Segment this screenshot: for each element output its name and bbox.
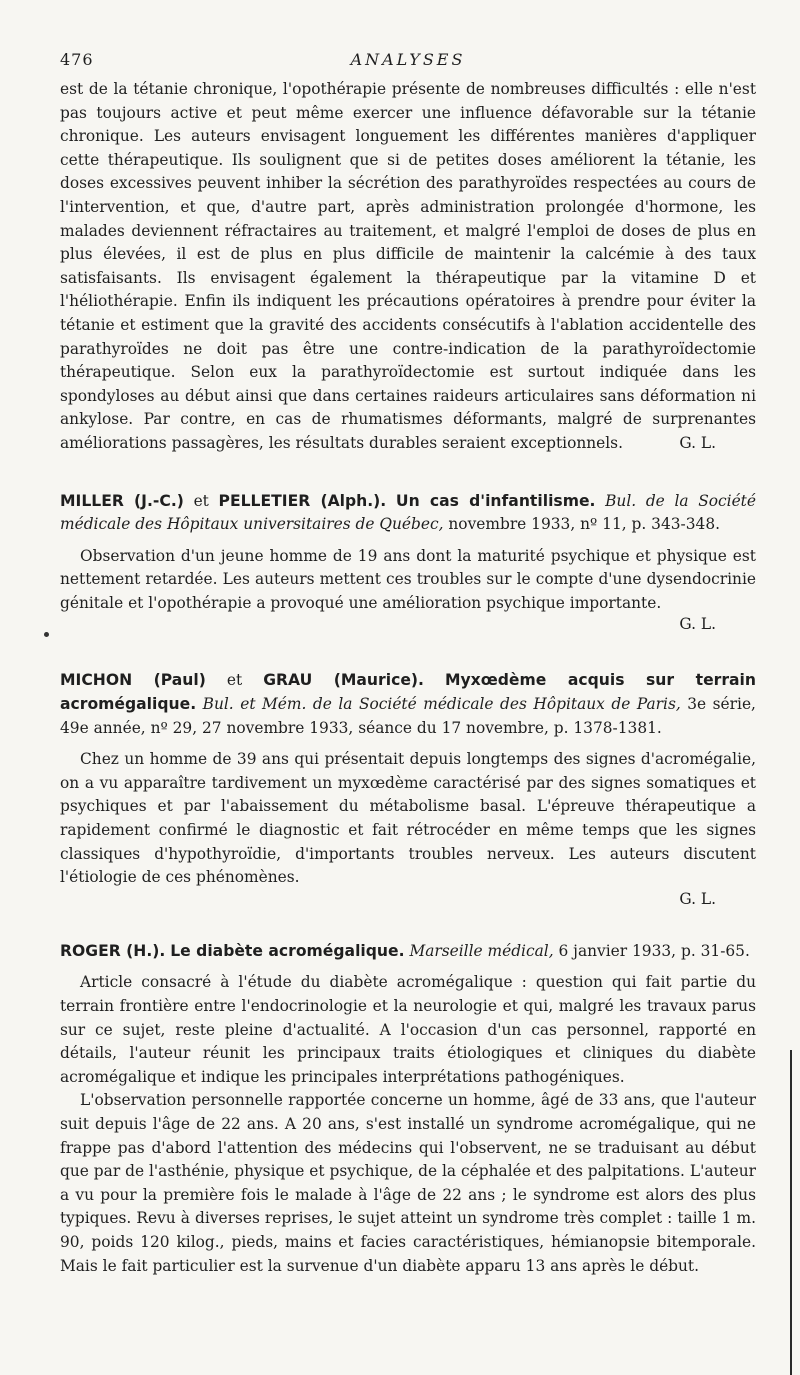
abstract-entry — [60, 490, 756, 634]
entry-title: Un cas d'infantilisme. — [395, 491, 596, 510]
section-title: ANALYSES — [350, 50, 466, 69]
entry-paragraph: L'observation personnelle rapportée concerne un homme, âgé de 33 ans, que l'auteur suit depuis l'âge de 22 ans. A 20 ans, s'est installé un syndrome acromégalique, qui ne frappe pas d'abord l'attention des médecins qui l'observent, ne se traduisant au début que par de l'asthénie, physique et psychique, de la céphalée et des palpitations. L'auteur a vu pour la première fois le malade à l'âge de 22 ans ; le syndrome est alors des plus typiques. Revu à diverses reprises, le sujet atteint un syndrome très complet : taille 1 m. 90, poids 120 kilog., pieds, mains et facies caractéristiques, hémianopsie bitemporale. Mais le fait particulier est la survenue d'un diabète apparu 13 ans après le début. — [60, 1091, 756, 1275]
entry-details: novembre 1933, nº 11, p. 343-348. — [448, 515, 721, 534]
entry-conj: et — [226, 671, 243, 690]
entry-paragraph: Article consacré à l'étude du diabète acromégalique : question qui fait partie du terrain frontière entre l'endocrinologie et la neurologie et qui, malgré les travaux parus sur ce sujet, reste pleine d'actualité. A l'occasion d'un cas personnel, rapporté en détails, l'auteur réunit les principaux traits étiologiques et cliniques du diabète acromégalique et indique les principales interprétations pathogéniques. — [60, 973, 756, 1086]
intro-paragraph — [60, 78, 756, 456]
entry-details: 3e série, 49e année, nº 29, 27 novembre 1933, séance du 17 novembre, p. 1378-1381. — [60, 695, 756, 737]
entry-title: Myxœdème acquis sur terrain acromégalique. — [60, 671, 756, 714]
entry-source: Marseille médical, — [409, 941, 554, 960]
entry-heading — [60, 669, 756, 740]
intro-signature: G. L. — [679, 433, 716, 452]
entry-authors: ROGER (H.). — [60, 941, 166, 960]
entry-signature: G. L. — [679, 615, 716, 634]
binding-edge — [790, 1050, 792, 1375]
entry-paragraph: Chez un homme de 39 ans qui présentait depuis longtemps des signes d'acromégalie, on a vu apparaître tardivement un myxœdème caractérisé par des signes somatiques et psychiques et par l'abaissement du métabolisme basal. L'épreuve thérapeutique a rapidement confirmé le diagnostic et fait rétrocéder en même temps que les signes classiques d'hypothyroïdie, d'importants troubles nerveux. Les auteurs discutent l'étiologie de ces phénomènes. — [60, 750, 756, 887]
entry-conj: et — [193, 491, 209, 510]
running-head — [60, 50, 756, 78]
ink-dot — [44, 632, 49, 637]
entry-authors: MILLER (J.-C.) — [60, 491, 184, 510]
entry-source: Bul. et Mém. de la Société médicale des Hôpitaux de Paris, — [202, 695, 681, 714]
abstract-entry — [60, 940, 756, 1278]
entry-paragraph: Observation d'un jeune homme de 19 ans dont la maturité psychique et physique est nettement retardée. Les auteurs mettent ces troubles sur le compte d'une dysendocrinie génitale et l'opothérapie a provoqué une amélioration psychique importante. — [60, 546, 756, 612]
entry-source: Bul. de la Société médicale des Hôpitaux universitaires de Québec, — [60, 491, 756, 534]
entry-title: Le diabète acromégalique. — [170, 941, 405, 960]
abstract-entry — [60, 669, 756, 907]
entry-authors-2: GRAU (Maurice). — [263, 671, 424, 690]
entry-authors: MICHON (Paul) — [60, 671, 206, 690]
entry-signature: G. L. — [679, 889, 716, 908]
entry-details: 6 janvier 1933, p. 31-65. — [558, 941, 750, 960]
page-number: 476 — [60, 50, 94, 69]
entry-authors-2: PELLETIER (Alph.). — [218, 491, 387, 510]
entry-heading — [60, 490, 756, 537]
entry-heading — [60, 940, 756, 964]
intro-text: est de la tétanie chronique, l'opothérapie présente de nombreuses difficultés : elle n'est pas toujours active et peut même exercer une influence défavorable sur la tétanie chronique. Les auteurs envisagent longuement les différentes manières d'appliquer cette thérapeutique. Ils soulignent que si de petites doses améliorent la tétanie, les doses excessives peuvent inhiber la sécrétion des parathyroïdes respectées au cours de l'intervention, et que, d'autre part, après administration prolongée d'hormone, les malades deviennent réfractaires au traitement, et malgré l'emploi de doses de plus en plus élevées, il est de plus en plus difficile de maintenir la calcémie à des taux satisfaisants. Ils envisagent également la thérapeutique par la vitamine D et l'héliothérapie. Enfin ils indiquent les précautions opératoires à prendre pour éviter la tétanie et estiment que la gravité des accidents consécutifs à l'ablation accidentelle des parathyroïdes ne doit pas être une contre-indication de la parathyroïdectomie thérapeutique. Selon eux la parathyroïdectomie est surtout indiquée dans les spondyloses au début ainsi que dans certaines raideurs articulaires sans déformation ni ankylose. Par contre, en cas de rhumatismes déformants, malgré de surprenantes améliorations passagères, les résultats durables seraient exceptionnels. — [60, 80, 756, 452]
